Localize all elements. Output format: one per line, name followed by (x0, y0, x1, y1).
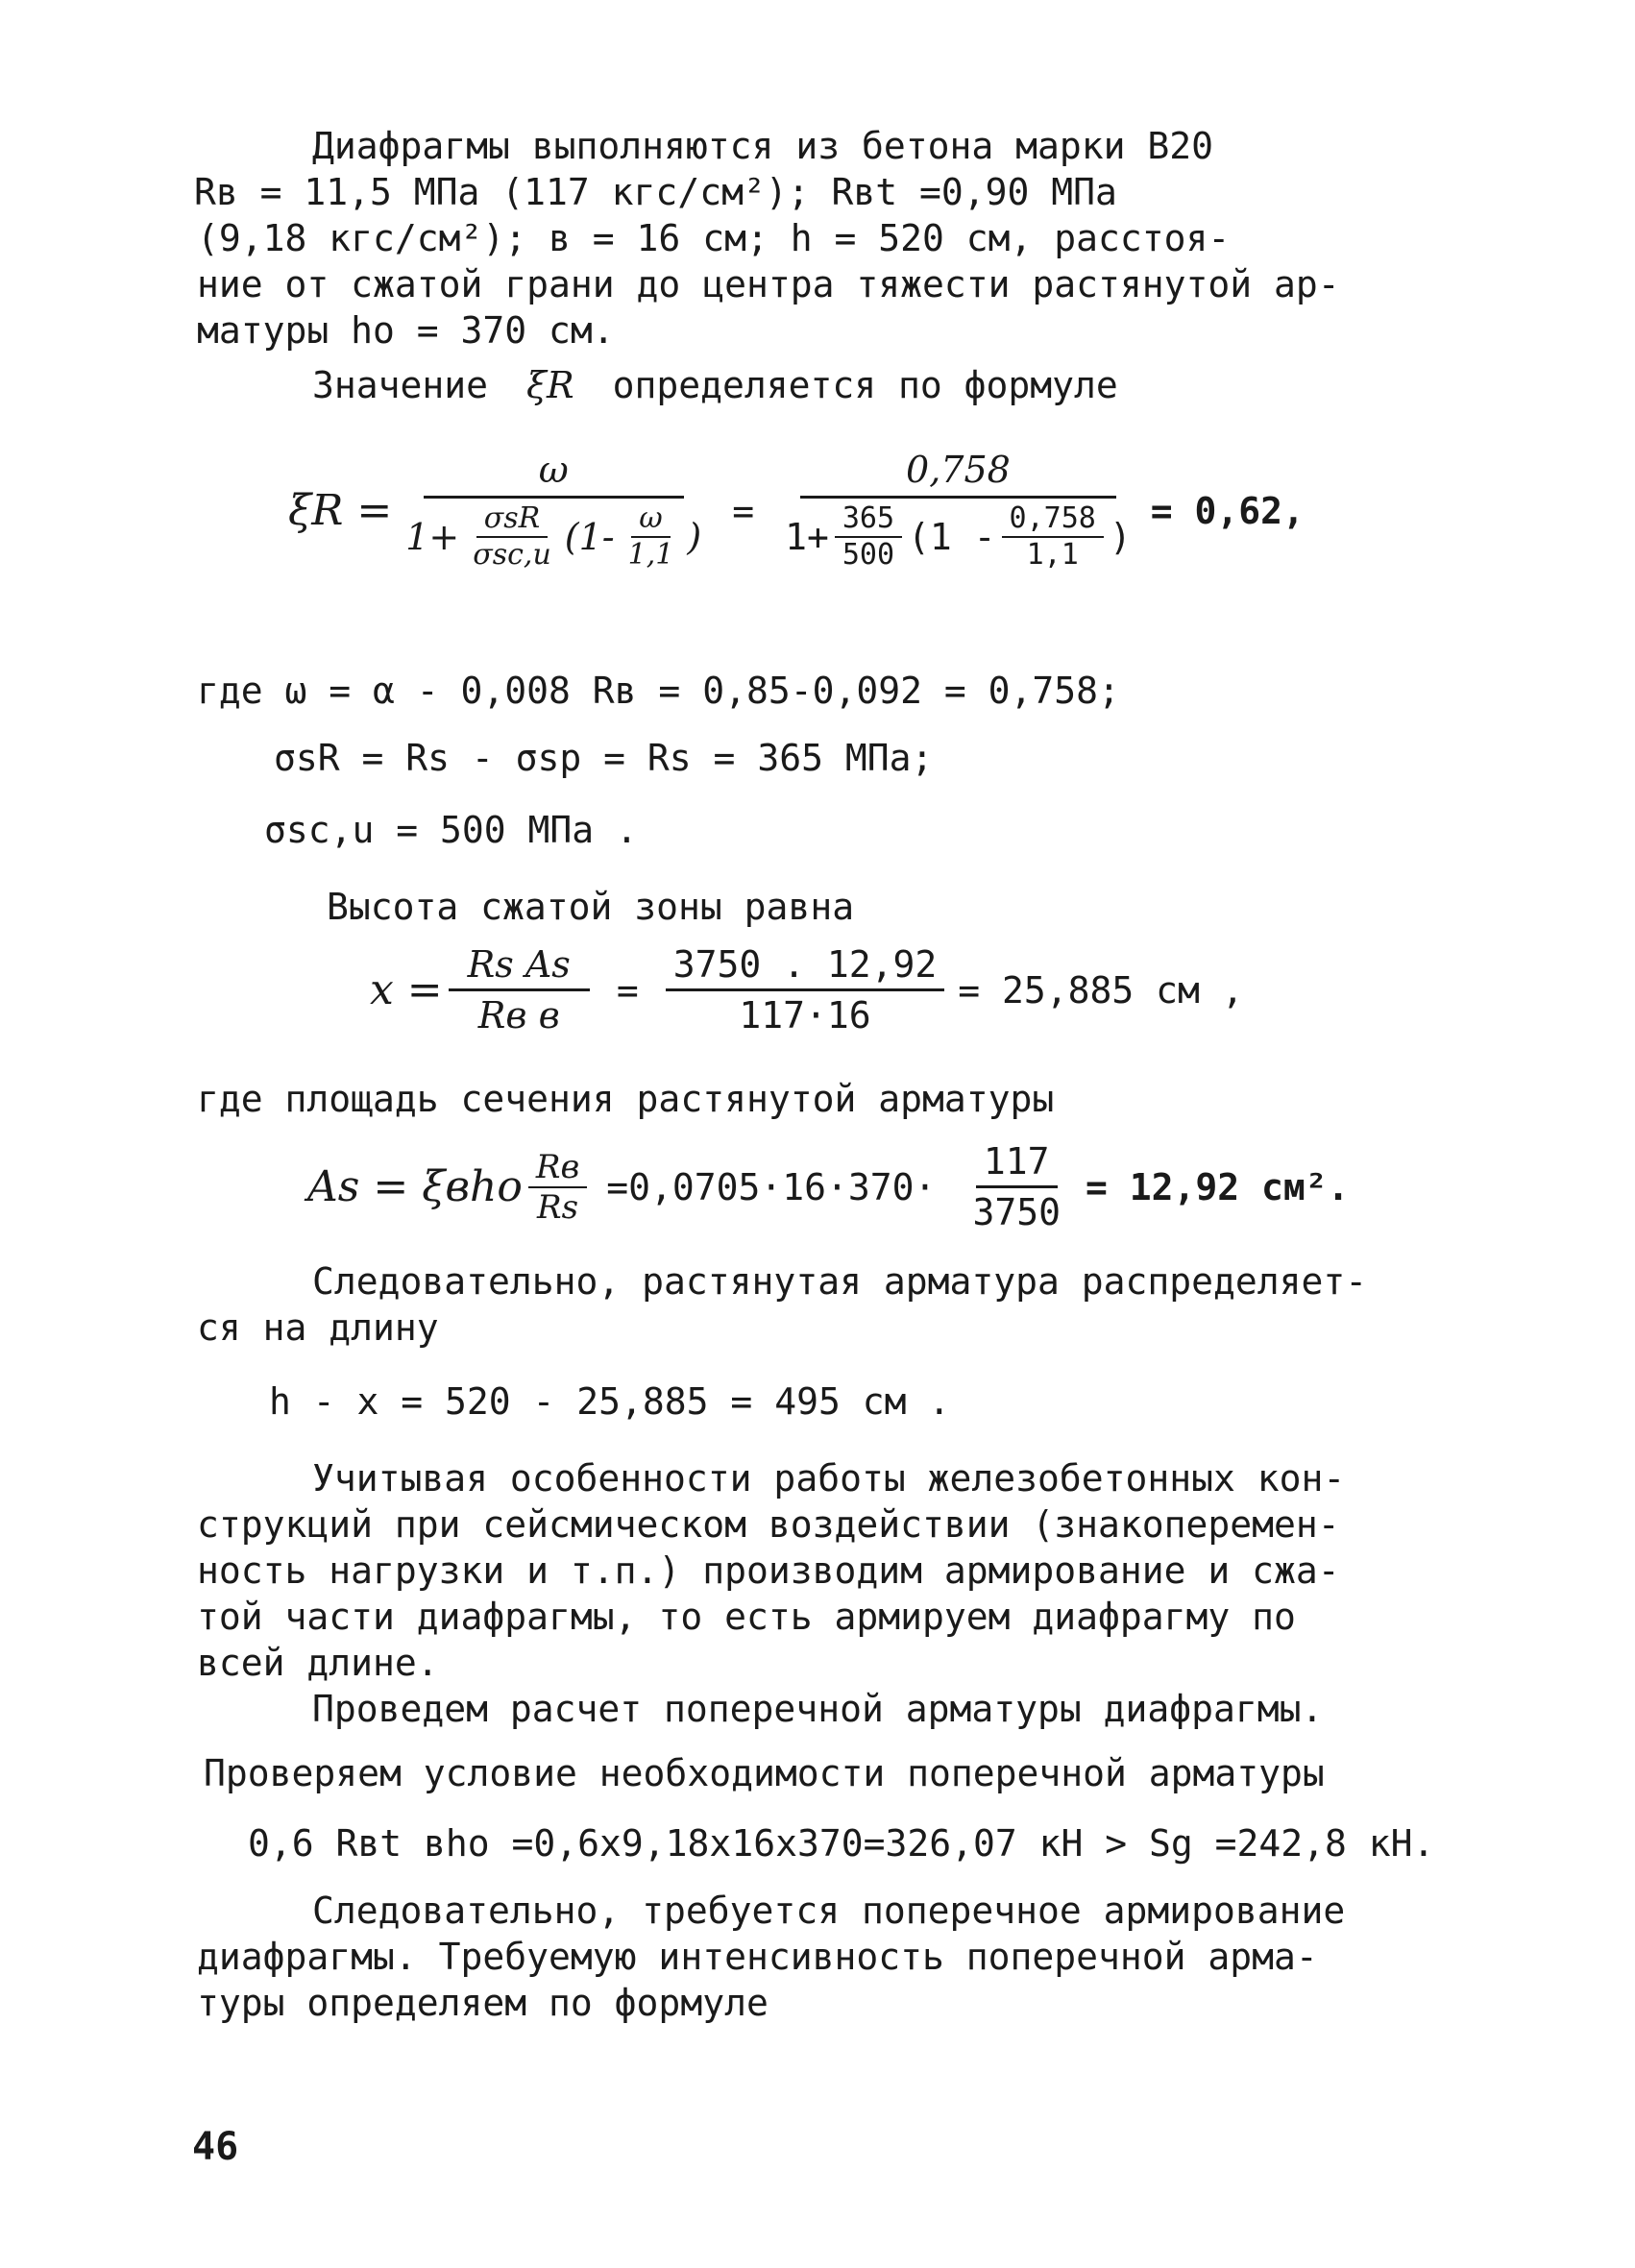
fraction-numerator: Rв (528, 1151, 587, 1188)
text-line: всей длине. (197, 1642, 439, 1684)
text-line: струкций при сейсмическом воздействии (знакоперемен- (197, 1503, 1340, 1546)
text-line: матуры hо = 370 см. (197, 309, 615, 352)
fraction-denominator: σsc,u (473, 538, 551, 572)
formula-x (370, 943, 1244, 1036)
fraction-numerator: 0,758 (1002, 504, 1104, 538)
equals-sign: = (616, 968, 639, 1012)
omega-ratio-fraction (1002, 501, 1104, 572)
fraction-denominator: Rв в (477, 994, 560, 1036)
fraction-numerator: ω (631, 504, 670, 538)
text-line: определяется по формуле (612, 364, 1118, 406)
text-line: Проверяем условие необходимости поперечной арматуры (204, 1752, 1325, 1794)
text-line: той части диафрагмы, то есть армируем диафрагму по (197, 1596, 1296, 1638)
text-line: σsR = Rs - σsp = Rs = 365 МПа; (274, 737, 934, 779)
fraction-numerator: Rs As (449, 946, 590, 991)
text-line: Значение (312, 364, 489, 406)
page-number (192, 2125, 239, 2169)
text-line: Следовательно, растянутая арматура распределяет- (312, 1260, 1368, 1303)
fraction-denominator (398, 499, 709, 570)
text-line: 0,6 Rвt вhо =0,6x9,18x16x370=326,07 кН > Sg =242,8 кН. (248, 1822, 1435, 1865)
where-sigma-sr-line (274, 737, 934, 779)
fraction-numerator: σsR (476, 504, 548, 538)
paragraph-check-condition (204, 1752, 1325, 1794)
text-line: ние от сжатой грани до центра тяжести растянутой ар- (197, 263, 1340, 305)
fraction-numerator: 3750 . 12,92 (666, 946, 945, 991)
fraction-denominator: 1,1 (627, 538, 674, 572)
text-line: туры определяем по формуле (197, 1982, 769, 2024)
fraction (398, 451, 709, 570)
fraction-denominator: 3750 (972, 1191, 1061, 1233)
where-omega-line (197, 670, 1120, 712)
fraction-numerator: ω (424, 451, 684, 499)
text-line: Следовательно, требуется поперечное армирование (312, 1890, 1346, 1932)
text-line: диафрагмы. Требуемую интенсивность поперечной арма- (197, 1936, 1318, 1978)
where-sigma-scu-line (264, 809, 638, 851)
text-line: Проведем расчет поперечной арматуры диафрагмы. (312, 1688, 1324, 1730)
paragraph-seismic (197, 1455, 1436, 1686)
formula-as (307, 1140, 1350, 1233)
paragraph-concrete-spec (194, 123, 1431, 354)
stress-ratio-fraction (465, 501, 559, 572)
fraction-numerator: 117 (976, 1143, 1058, 1188)
fraction-denominator: Rs (537, 1187, 579, 1227)
paragraph-distribution (197, 1258, 1431, 1351)
text-line: Высота сжатой зоны равна (327, 886, 855, 928)
paragraph-area (197, 1078, 1055, 1120)
omega-ratio-fraction (621, 501, 682, 572)
text-line: ся на длину (197, 1306, 439, 1349)
fraction-denominator: 117·16 (739, 994, 871, 1036)
den-prefix: 1+ (405, 516, 460, 558)
paragraph-compressed-zone (327, 886, 855, 928)
formula-check (248, 1822, 1435, 1865)
text-line: Диафрагмы выполняются из бетона марки В20 (312, 125, 1213, 167)
text-line: где ω = α - 0,008 Rв = 0,85-0,092 = 0,758; (197, 670, 1120, 712)
paragraph-xi-intro (312, 364, 1118, 406)
formula-length (269, 1380, 951, 1423)
fraction (964, 1140, 1068, 1233)
fraction-denominator: 1,1 (1026, 538, 1079, 572)
paragraph-transverse-calc (312, 1688, 1324, 1730)
text-line: (9,18 кгс/см²); в = 16 см; h = 520 см, расстоя- (197, 217, 1231, 259)
paragraph-transverse-required (197, 1888, 1436, 2026)
fraction-numerator: 0,758 (800, 451, 1116, 499)
formula-mid: =0,0705·16·370· (606, 1165, 937, 1208)
text-line: Rв = 11,5 МПа (117 кгс/см²); Rвt =0,90 МПа (194, 171, 1117, 213)
text-line: h - x = 520 - 25,885 = 495 см . (269, 1380, 951, 1423)
formula-lhs: As = ξвhо (307, 1161, 523, 1211)
paren-open: (1 - (908, 516, 996, 558)
equals-sign: = (732, 489, 755, 532)
formula-lhs: ξR = (288, 485, 393, 535)
text-line: σsc,u = 500 МПа . (264, 809, 638, 851)
fraction-numerator: 365 (835, 504, 902, 538)
text-line: Учитывая особенности работы железобетонных кон- (312, 1457, 1346, 1500)
fraction (777, 451, 1139, 570)
formula-result: = 0,62, (1150, 489, 1305, 532)
fraction-denominator (777, 499, 1139, 570)
formula-xi-r (288, 451, 1305, 570)
den-prefix: 1+ (785, 516, 829, 558)
formula-result: = 12,92 см². (1085, 1165, 1350, 1208)
formula-result: = 25,885 см , (958, 968, 1244, 1012)
stress-ratio-fraction (835, 501, 902, 572)
text-line: ность нагрузки и т.п.) производим армирование и сжа- (197, 1549, 1340, 1592)
fraction-denominator: 500 (842, 538, 895, 572)
paren-close: ) (1109, 516, 1132, 558)
fraction (449, 943, 590, 1036)
paren-open: (1- (564, 516, 615, 558)
xi-r-symbol: ξR (526, 364, 574, 406)
page-number-text: 46 (192, 2125, 239, 2169)
fraction (666, 943, 945, 1036)
paren-close: ) (687, 516, 702, 558)
fraction (528, 1147, 587, 1227)
text-line: где площадь сечения растянутой арматуры (197, 1078, 1055, 1120)
formula-lhs: x = (370, 964, 443, 1014)
